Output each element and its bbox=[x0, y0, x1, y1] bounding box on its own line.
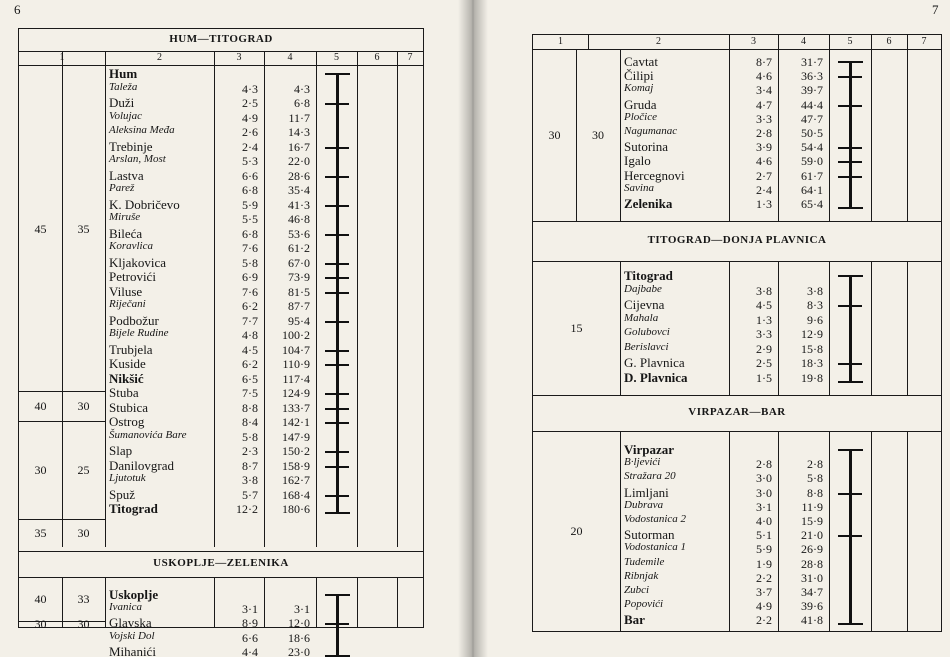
cumulative-distance: 12·0 bbox=[288, 616, 310, 631]
group-value-col1: 30 bbox=[548, 128, 561, 142]
cumulative-distance: 41·8 bbox=[801, 613, 823, 628]
cumulative-distance: 73·9 bbox=[288, 270, 310, 284]
cumulative-distance: 19·8 bbox=[801, 370, 823, 385]
station-name: Zubci bbox=[624, 584, 650, 596]
distance-value: 8·9 bbox=[242, 616, 258, 631]
distance-value: 2·2 bbox=[756, 570, 772, 585]
cumulative-distance: 158·9 bbox=[282, 458, 310, 473]
cumulative-distance: 150·2 bbox=[282, 444, 310, 458]
cumulative-distance: 39·7 bbox=[801, 83, 823, 98]
page-number-left: 6 bbox=[14, 2, 21, 17]
distance-value: 5·5 bbox=[242, 212, 258, 226]
group-divider bbox=[19, 519, 105, 520]
station-name: Hercegnovi bbox=[624, 167, 685, 183]
column-header: 7 bbox=[407, 52, 413, 63]
station-name: Duži bbox=[109, 95, 135, 110]
section-title: USKOPLJE—ZELENIKA bbox=[153, 557, 289, 569]
distance-value: 1·3 bbox=[756, 197, 772, 211]
route-line-icon bbox=[849, 61, 852, 207]
group-value-col2: 30 bbox=[592, 128, 604, 142]
header-divider bbox=[19, 65, 423, 66]
distance-value: 8·8 bbox=[242, 400, 258, 415]
station-name: Vojski Dol bbox=[109, 629, 155, 642]
cumulative-distance: 142·1 bbox=[282, 415, 310, 429]
distance-value: 5·3 bbox=[242, 154, 258, 168]
station-name: Kuside bbox=[109, 356, 146, 371]
cumulative-distance: 11·7 bbox=[288, 110, 310, 125]
distance-value: 2·5 bbox=[242, 96, 258, 110]
cumulative-distance: 22·0 bbox=[288, 154, 310, 168]
cumulative-distance: 47·7 bbox=[801, 111, 823, 126]
column-header: 2 bbox=[157, 52, 162, 63]
group-value-col2: 33 bbox=[77, 592, 90, 606]
cumulative-distance: 46·8 bbox=[288, 212, 310, 226]
route-end-cap-icon bbox=[325, 655, 350, 657]
body-column-line bbox=[871, 261, 872, 395]
distance-value: 3·3 bbox=[756, 327, 772, 341]
body-column-line bbox=[907, 261, 908, 395]
body-column-line bbox=[620, 49, 621, 221]
group-value-col1: 30 bbox=[34, 463, 47, 477]
body-column-line bbox=[871, 431, 872, 631]
station-name: Podbožur bbox=[109, 312, 159, 328]
cumulative-distance: 11·9 bbox=[801, 499, 823, 514]
column-header: 5 bbox=[334, 52, 339, 63]
route-start-cap-icon bbox=[325, 594, 350, 596]
distance-value: 3·9 bbox=[756, 140, 772, 155]
route-start-cap-icon bbox=[838, 61, 863, 63]
station-name: Ivanica bbox=[109, 601, 142, 614]
group-value-col1: 15 bbox=[570, 321, 583, 335]
cumulative-distance: 8·3 bbox=[807, 298, 823, 312]
cumulative-distance: 14·3 bbox=[288, 125, 310, 139]
group-value-col1: 45 bbox=[34, 222, 47, 236]
cumulative-distance: 31·7 bbox=[801, 55, 823, 69]
station-name: Virpazar bbox=[624, 442, 675, 457]
cumulative-distance: 18·6 bbox=[288, 630, 310, 645]
section-title: VIRPAZAR—BAR bbox=[688, 406, 786, 418]
station-name: Mihanići bbox=[109, 643, 156, 657]
section-title-divider bbox=[533, 261, 941, 262]
cumulative-distance: 39·6 bbox=[801, 599, 823, 614]
route-line-icon bbox=[336, 73, 339, 512]
cumulative-distance: 110·9 bbox=[282, 357, 310, 371]
distance-value: 8·7 bbox=[756, 55, 772, 69]
distance-value: 6·8 bbox=[242, 226, 258, 241]
column-header: 7 bbox=[921, 36, 927, 47]
station-name: Ribnjak bbox=[624, 569, 659, 582]
distance-value: 2·8 bbox=[756, 126, 772, 140]
column-header: 4 bbox=[801, 36, 806, 47]
station-name: Vodostanica 1 bbox=[624, 541, 687, 554]
station-name: B·ljevići bbox=[624, 456, 661, 469]
station-name: Viluse bbox=[109, 283, 143, 299]
distance-value: 4·5 bbox=[756, 298, 772, 312]
header-column-line bbox=[729, 35, 730, 49]
body-column-line bbox=[829, 49, 830, 221]
distance-value: 5·1 bbox=[756, 528, 772, 543]
distance-value: 4·4 bbox=[242, 644, 258, 657]
cumulative-distance: 34·7 bbox=[801, 585, 823, 599]
body-column-line bbox=[620, 431, 621, 631]
station-name: Koravlica bbox=[109, 240, 153, 252]
distance-value: 4·9 bbox=[242, 110, 258, 125]
body-column-line bbox=[357, 51, 358, 547]
group-value-col1: 30 bbox=[34, 617, 47, 631]
distance-value: 7·6 bbox=[242, 241, 258, 255]
station-name: D. Plavnica bbox=[624, 369, 688, 385]
distance-value: 7·6 bbox=[242, 284, 258, 299]
station-name: Stubica bbox=[109, 399, 148, 415]
distance-value: 5·9 bbox=[242, 197, 258, 212]
column-header: 6 bbox=[886, 36, 892, 47]
group-value-col1: 35 bbox=[34, 526, 47, 540]
cumulative-distance: 15·8 bbox=[801, 341, 823, 356]
station-name: Cijevna bbox=[624, 297, 665, 312]
station-name: Petrovići bbox=[109, 269, 156, 284]
station-name: Gruda bbox=[624, 96, 657, 112]
station-name: Taleža bbox=[109, 80, 138, 93]
distance-value: 3·1 bbox=[242, 602, 258, 617]
body-column-line bbox=[316, 577, 317, 627]
cumulative-distance: 81·5 bbox=[288, 284, 310, 299]
header-column-line bbox=[588, 35, 589, 49]
station-name: Uskoplje bbox=[109, 587, 159, 602]
station-name: Sutorina bbox=[624, 139, 669, 155]
cumulative-distance: 133·7 bbox=[282, 400, 310, 415]
cumulative-distance: 67·0 bbox=[288, 255, 310, 270]
group-value-col1: 40 bbox=[34, 399, 47, 413]
cumulative-distance: 168·4 bbox=[282, 487, 310, 502]
route-start-cap-icon bbox=[838, 275, 863, 277]
left-timetable bbox=[18, 28, 424, 657]
cumulative-distance: 35·4 bbox=[288, 183, 310, 197]
body-column-line bbox=[907, 431, 908, 631]
distance-value: 2·9 bbox=[756, 341, 772, 356]
distance-value: 2·7 bbox=[756, 168, 772, 183]
group-divider bbox=[19, 391, 105, 392]
cumulative-distance: 61·7 bbox=[801, 168, 823, 183]
distance-value: 2·4 bbox=[242, 139, 258, 154]
route-start-cap-icon bbox=[325, 73, 350, 75]
station-name: Arslan, Most bbox=[109, 153, 166, 165]
column-header: 2 bbox=[656, 36, 661, 47]
route-line-icon bbox=[336, 594, 339, 655]
station-name: Bileća bbox=[109, 225, 143, 241]
distance-value: 5·9 bbox=[756, 542, 772, 557]
column-header: 6 bbox=[374, 52, 380, 63]
station-name: Titograd bbox=[624, 268, 673, 283]
group-divider bbox=[19, 421, 105, 422]
distance-value: 7·5 bbox=[242, 386, 258, 400]
left-page bbox=[0, 0, 470, 657]
cumulative-distance: 3·1 bbox=[294, 602, 310, 617]
route-end-cap-icon bbox=[838, 207, 863, 209]
station-name: Lastva bbox=[109, 167, 144, 183]
station-name: Sutorman bbox=[624, 527, 675, 543]
cumulative-distance: 61·2 bbox=[288, 241, 310, 255]
station-name: Spuž bbox=[109, 486, 135, 502]
station-name: Golubovci bbox=[624, 326, 670, 338]
section-divider bbox=[19, 551, 423, 552]
distance-value: 1·3 bbox=[756, 312, 772, 327]
distance-value: 3·8 bbox=[242, 473, 258, 487]
distance-value: 3·8 bbox=[756, 283, 772, 298]
station-name: Hum bbox=[109, 66, 138, 81]
station-name: Mahala bbox=[624, 311, 659, 324]
header-divider bbox=[533, 49, 941, 50]
station-name: Tudemile bbox=[624, 555, 665, 568]
cumulative-distance: 16·7 bbox=[288, 139, 310, 154]
cumulative-distance: 100·2 bbox=[282, 328, 310, 342]
section-title-divider bbox=[19, 577, 423, 578]
station-name: Miruše bbox=[109, 211, 141, 223]
header-column-line bbox=[829, 35, 830, 49]
body-column-line bbox=[871, 49, 872, 221]
station-name: K. Dobričevo bbox=[109, 196, 180, 212]
distance-value: 3·0 bbox=[756, 471, 772, 486]
column-header: 5 bbox=[847, 36, 853, 47]
cumulative-distance: 18·3 bbox=[801, 356, 823, 370]
cumulative-distance: 36·3 bbox=[801, 69, 823, 84]
cumulative-distance: 4·3 bbox=[294, 81, 310, 96]
route-end-cap-icon bbox=[838, 381, 863, 383]
distance-value: 8·4 bbox=[242, 415, 258, 429]
cumulative-distance: 180·6 bbox=[282, 502, 310, 516]
body-column-line bbox=[397, 51, 398, 547]
cumulative-distance: 26·9 bbox=[801, 542, 823, 557]
station-name: Vodostanica 2 bbox=[624, 513, 687, 525]
distance-value: 2·4 bbox=[756, 182, 772, 197]
cumulative-distance: 44·4 bbox=[801, 97, 823, 112]
station-name: Pločice bbox=[624, 110, 657, 123]
station-name: Riječani bbox=[109, 298, 146, 310]
group-value-col2: 30 bbox=[77, 399, 90, 413]
body-column-line bbox=[105, 51, 106, 547]
cumulative-distance: 2·8 bbox=[807, 457, 823, 472]
body-column-line bbox=[357, 577, 358, 627]
station-name: Stražara 20 bbox=[624, 470, 676, 483]
header-column-line bbox=[907, 35, 908, 49]
station-name: Titograd bbox=[109, 501, 158, 516]
station-name: Limljani bbox=[624, 484, 669, 500]
station-name: Bar bbox=[624, 612, 645, 628]
cumulative-distance: 6·8 bbox=[294, 96, 310, 110]
station-name: Berislavci bbox=[624, 340, 669, 353]
distance-value: 4·7 bbox=[756, 97, 772, 112]
distance-value: 3·1 bbox=[756, 499, 772, 514]
route-line-icon bbox=[849, 275, 852, 381]
station-name: Danilovgrad bbox=[109, 457, 174, 473]
distance-value: 4·9 bbox=[756, 599, 772, 614]
station-name: Nikšić bbox=[109, 370, 144, 386]
cumulative-distance: 23·0 bbox=[288, 644, 310, 657]
column-header: 3 bbox=[751, 36, 756, 47]
station-name: Šumanovića Bare bbox=[109, 428, 187, 441]
station-name: Parež bbox=[109, 182, 135, 194]
cumulative-distance: 87·7 bbox=[288, 299, 310, 313]
body-column-line bbox=[829, 261, 830, 395]
cumulative-distance: 5·8 bbox=[807, 471, 823, 486]
route-end-cap-icon bbox=[325, 512, 350, 514]
distance-value: 6·8 bbox=[242, 183, 258, 197]
distance-value: 6·6 bbox=[242, 168, 258, 183]
station-name: Nagumanac bbox=[624, 125, 678, 137]
station-name: Glavska bbox=[109, 615, 152, 631]
distance-value: 2·8 bbox=[756, 457, 772, 472]
column-header: 3 bbox=[236, 52, 242, 63]
cumulative-distance: 95·4 bbox=[288, 313, 310, 328]
column-header: 4 bbox=[287, 52, 293, 63]
body-column-line bbox=[620, 261, 621, 395]
station-name: Popovići bbox=[624, 598, 664, 611]
distance-value: 6·9 bbox=[242, 270, 258, 284]
station-name: Savina bbox=[624, 181, 654, 194]
cumulative-distance: 15·9 bbox=[801, 514, 823, 528]
distance-value: 6·6 bbox=[242, 630, 258, 645]
section-title-divider bbox=[533, 431, 941, 432]
group-value-col1: 40 bbox=[34, 592, 47, 606]
distance-value: 5·7 bbox=[242, 487, 258, 502]
distance-value: 4·6 bbox=[756, 69, 772, 84]
cumulative-distance: 117·4 bbox=[282, 371, 310, 386]
cumulative-distance: 28·8 bbox=[801, 556, 823, 571]
column-header: 1 bbox=[558, 36, 563, 47]
header-column-line bbox=[871, 35, 872, 49]
section-divider bbox=[533, 395, 941, 396]
distance-value: 6·5 bbox=[242, 371, 258, 386]
distance-value: 3·0 bbox=[756, 485, 772, 500]
distance-value: 2·2 bbox=[756, 613, 772, 628]
page-gutter bbox=[458, 0, 488, 657]
section-divider bbox=[533, 221, 941, 222]
station-name: Igalo bbox=[624, 153, 651, 169]
station-name: Bijele Rudine bbox=[109, 327, 169, 339]
station-name: Slap bbox=[109, 443, 133, 458]
station-name: Kljakovica bbox=[109, 254, 167, 270]
cumulative-distance: 31·0 bbox=[801, 570, 823, 585]
station-name: Volujac bbox=[109, 109, 142, 122]
distance-value: 3·3 bbox=[756, 111, 772, 126]
distance-value: 5·8 bbox=[242, 429, 258, 444]
distance-value: 4·5 bbox=[242, 342, 258, 357]
distance-value: 2·3 bbox=[242, 444, 258, 458]
cumulative-distance: 54·4 bbox=[801, 140, 823, 155]
group-value-col2: 35 bbox=[77, 222, 90, 236]
cumulative-distance: 3·8 bbox=[807, 283, 823, 298]
station-name: Zelenika bbox=[624, 196, 673, 211]
station-name: Ostrog bbox=[109, 414, 145, 429]
distance-value: 3·4 bbox=[756, 83, 772, 98]
distance-value: 3·7 bbox=[756, 585, 772, 599]
cumulative-distance: 8·8 bbox=[807, 485, 823, 500]
group-value-col1: 20 bbox=[570, 524, 583, 538]
page-number-right: 7 bbox=[932, 2, 939, 17]
cumulative-distance: 59·0 bbox=[801, 154, 823, 169]
cumulative-distance: 9·6 bbox=[807, 312, 823, 327]
cumulative-distance: 28·6 bbox=[288, 168, 310, 183]
distance-value: 4·6 bbox=[756, 154, 772, 169]
station-name: Ljutotuk bbox=[109, 472, 146, 484]
station-name: Stuba bbox=[109, 385, 139, 400]
route-line-icon bbox=[849, 449, 852, 623]
distance-value: 1·5 bbox=[756, 370, 772, 385]
cumulative-distance: 21·0 bbox=[801, 528, 823, 543]
group-value-col2: 30 bbox=[77, 526, 90, 540]
station-name: Komaj bbox=[624, 82, 654, 95]
distance-value: 1·9 bbox=[756, 556, 772, 571]
distance-value: 4·3 bbox=[242, 81, 258, 96]
cumulative-distance: 65·4 bbox=[801, 197, 823, 211]
distance-value: 4·8 bbox=[242, 328, 258, 342]
station-name: Cavtat bbox=[624, 54, 658, 69]
distance-value: 6·2 bbox=[242, 357, 258, 371]
station-name: Dubrava bbox=[624, 498, 664, 511]
header-column-line bbox=[778, 35, 779, 49]
station-name: Trubjela bbox=[109, 341, 153, 357]
cumulative-distance: 12·9 bbox=[801, 327, 823, 341]
distance-value: 4·0 bbox=[756, 514, 772, 528]
group-value-col2: 30 bbox=[77, 617, 90, 631]
distance-value: 2·5 bbox=[756, 356, 772, 370]
column-header: 1 bbox=[59, 52, 65, 63]
section-title: HUM—TITOGRAD bbox=[169, 33, 273, 45]
cumulative-distance: 104·7 bbox=[282, 342, 310, 357]
body-column-line bbox=[105, 577, 106, 627]
body-column-line bbox=[397, 577, 398, 627]
route-end-cap-icon bbox=[838, 623, 863, 625]
right-timetable bbox=[532, 34, 942, 632]
distance-value: 12·2 bbox=[236, 502, 258, 516]
station-name: Aleksina Međa bbox=[109, 124, 175, 136]
distance-value: 8·7 bbox=[242, 458, 258, 473]
cumulative-distance: 53·6 bbox=[288, 226, 310, 241]
station-name: Dajbabe bbox=[624, 282, 662, 295]
cumulative-distance: 41·3 bbox=[288, 197, 310, 212]
body-column-line bbox=[316, 51, 317, 547]
body-column-line bbox=[829, 431, 830, 631]
distance-value: 6·2 bbox=[242, 299, 258, 313]
group-value-col2: 25 bbox=[77, 463, 90, 477]
cumulative-distance: 64·1 bbox=[801, 182, 823, 197]
station-name: G. Plavnica bbox=[624, 355, 685, 370]
route-start-cap-icon bbox=[838, 449, 863, 451]
right-page bbox=[470, 0, 950, 657]
station-name: Čilipi bbox=[624, 68, 654, 84]
distance-value: 2·6 bbox=[242, 125, 258, 139]
body-column-line bbox=[907, 49, 908, 221]
cumulative-distance: 124·9 bbox=[282, 386, 310, 400]
cumulative-distance: 147·9 bbox=[282, 429, 310, 444]
cumulative-distance: 50·5 bbox=[801, 126, 823, 140]
station-name: Trebinje bbox=[109, 138, 153, 154]
cumulative-distance: 162·7 bbox=[282, 473, 310, 487]
distance-value: 5·8 bbox=[242, 255, 258, 270]
section-title: TITOGRAD—DONJA PLAVNICA bbox=[647, 234, 827, 246]
section-title-divider bbox=[19, 51, 423, 52]
distance-value: 7·7 bbox=[242, 313, 258, 328]
